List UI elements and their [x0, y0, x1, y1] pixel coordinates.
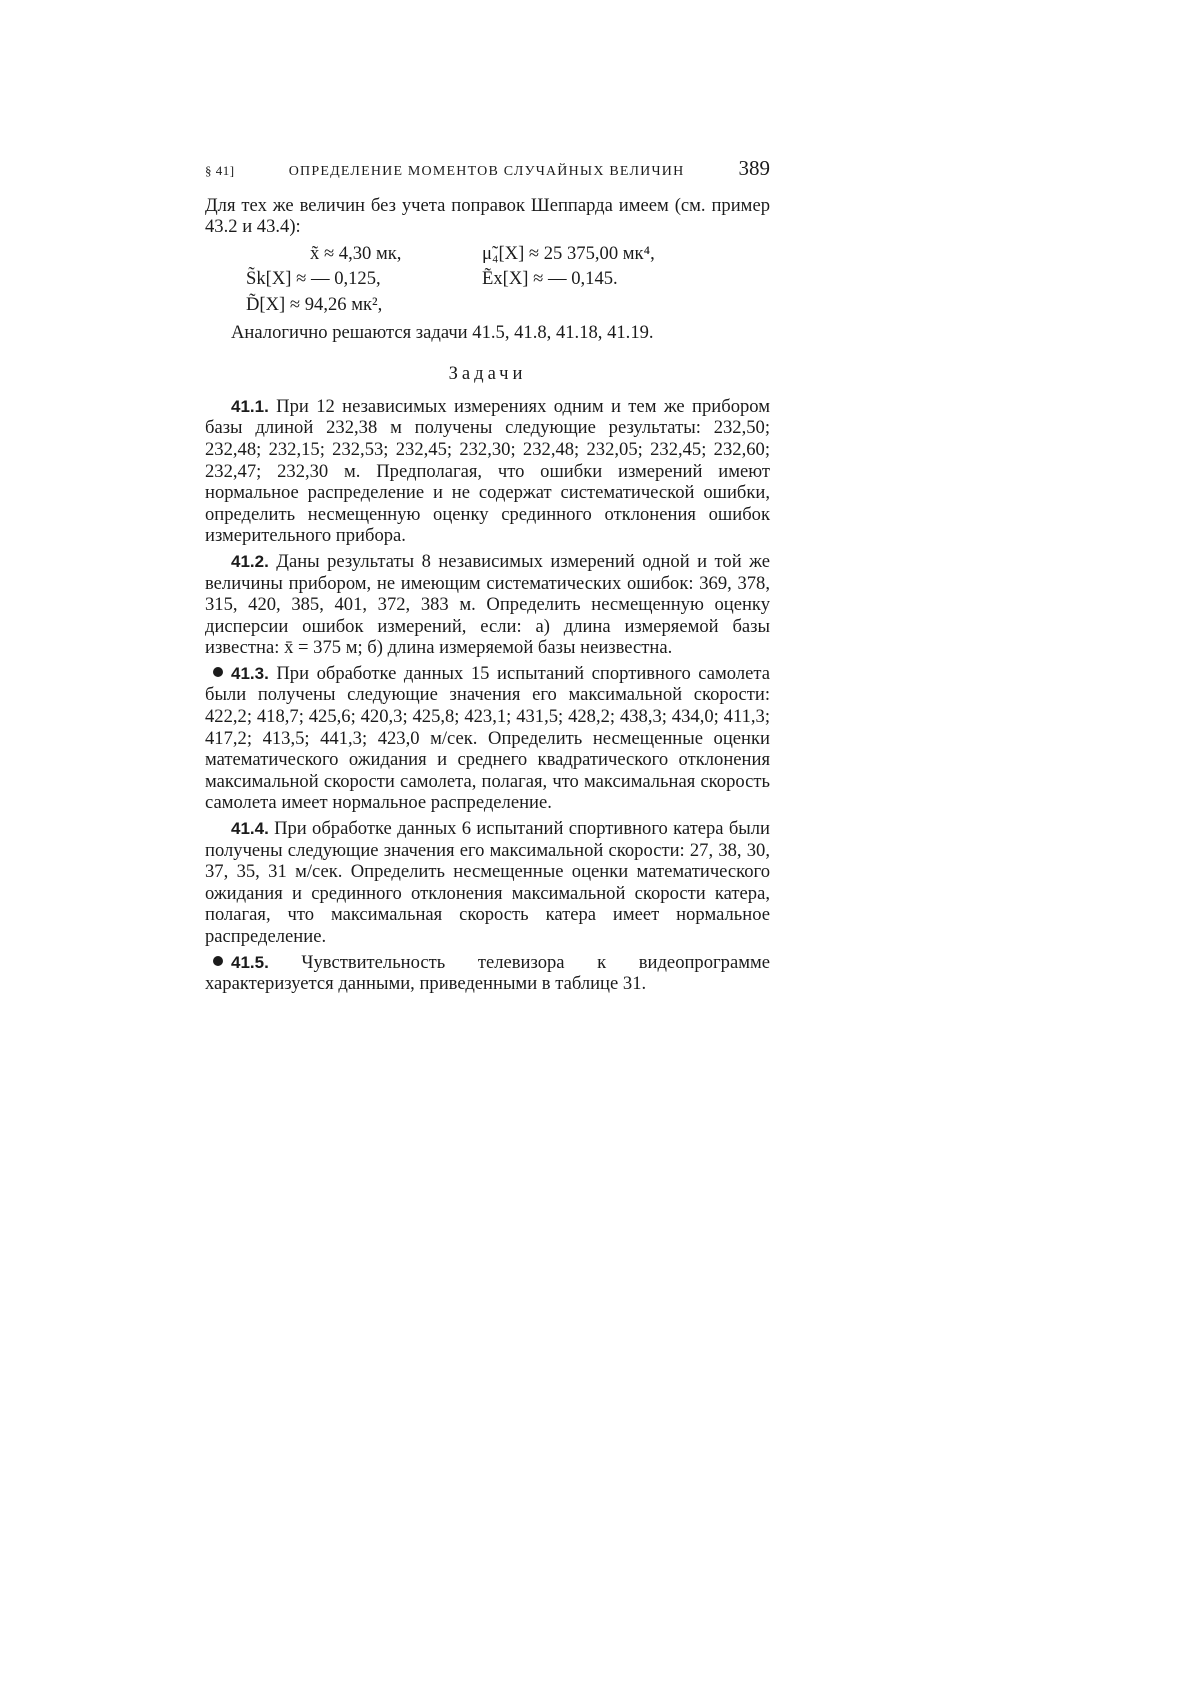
problem-41-4 [205, 818, 770, 948]
running-header [205, 158, 770, 183]
formula-block [232, 243, 770, 316]
similar-problems-note: Аналогично решаются задачи 41.5, 41.8, 41.18, 41.19. [231, 321, 654, 343]
section-title: Задачи [448, 363, 527, 385]
section-reference: § 41] [205, 163, 235, 178]
formula-variance: D̃[X] ≈ 94,26 мк², [246, 293, 383, 315]
problem-number: 41.4. [231, 819, 269, 839]
problem-number: 41.1. [231, 396, 269, 416]
book-page [205, 158, 770, 995]
page-number: 389 [738, 156, 770, 180]
problem-number: 41.5. [231, 952, 269, 972]
formula-excess: Ẽx[X] ≈ — 0,145. [482, 268, 618, 290]
intro-paragraph: Для тех же величин без учета поправок Шеппарда имеем (см. пример 43.2 и 43.4): [205, 194, 770, 238]
formula-skewness: S̃k[X] ≈ — 0,125, [246, 268, 381, 290]
bullet-icon [213, 667, 223, 677]
bullet-icon [213, 956, 223, 966]
problem-text: При 12 независимых измерениях одним и тем же прибором базы длиной 232,38 м получены следующие результаты: 232,50; 232,48; 232,15; 232,53; 232,45; 232,30; 232,48; 232,05; 232,45; 232,60; 232,47; 232,30 м. Предполагая, что ошибки измерений имеют нормальное распределение и не содержат систематической ошибки, определить несмещенную оценку срединного отклонения ошибок измерительного прибора. [205, 395, 770, 547]
problem-text: При обработке данных 6 испытаний спортивного катера были получены следующие значения его максимальной скорости: 27, 38, 30, 37, 35, 31 м/сек. Определить несмещенные оценки математического ожидания и срединного отклонения максимальной скорости катера, полагая, что максимальная скорость катера имеет нормальное распределение. [205, 818, 770, 947]
formula-fourth-moment: μ̃₄[X] ≈ 25 375,00 мк⁴, [482, 242, 655, 264]
problem-text: Чувствительность телевизора к видеопрограмме характеризуется данными, приведенными в таблице 31. [205, 951, 770, 995]
problem-text: При обработке данных 15 испытаний спортивного самолета были получены следующие значения его максимальной скорости: 422,2; 418,7; 425,6; 420,3; 425,8; 423,1; 431,5; 428,2; 438,3; 434,0; 411,3; 417,2; 413,5; 441,3; 423,0 м/сек. Определить несмещенные оценки математического ожидания и среднего квадратического отклонения максимальной скорости самолета, полагая, что максимальная скорость самолета имеет нормальное распределение. [205, 662, 770, 814]
running-title: ОПРЕДЕЛЕНИЕ МОМЕНТОВ СЛУЧАЙНЫХ ВЕЛИЧИН [288, 164, 685, 179]
problem-number: 41.3. [231, 663, 269, 683]
problem-41-3 [205, 663, 770, 814]
problem-41-1 [205, 396, 770, 547]
formula-mean: x̃ ≈ 4,30 мк, [310, 242, 402, 264]
problem-text: Даны результаты 8 независимых измерений одной и той же величины прибором, не имеющим систематических ошибок: 369, 378, 315, 420, 385, 401, 372, 383 м. Определить несмещенную оценку дисперсии ошибок измерений, если: а) длина измеряемой базы известна: x̄ = 375 м; б) длина измеряемой базы неизвестна. [205, 550, 770, 659]
problem-41-5 [205, 952, 770, 995]
problem-number: 41.2. [231, 551, 269, 571]
problem-41-2 [205, 551, 770, 659]
